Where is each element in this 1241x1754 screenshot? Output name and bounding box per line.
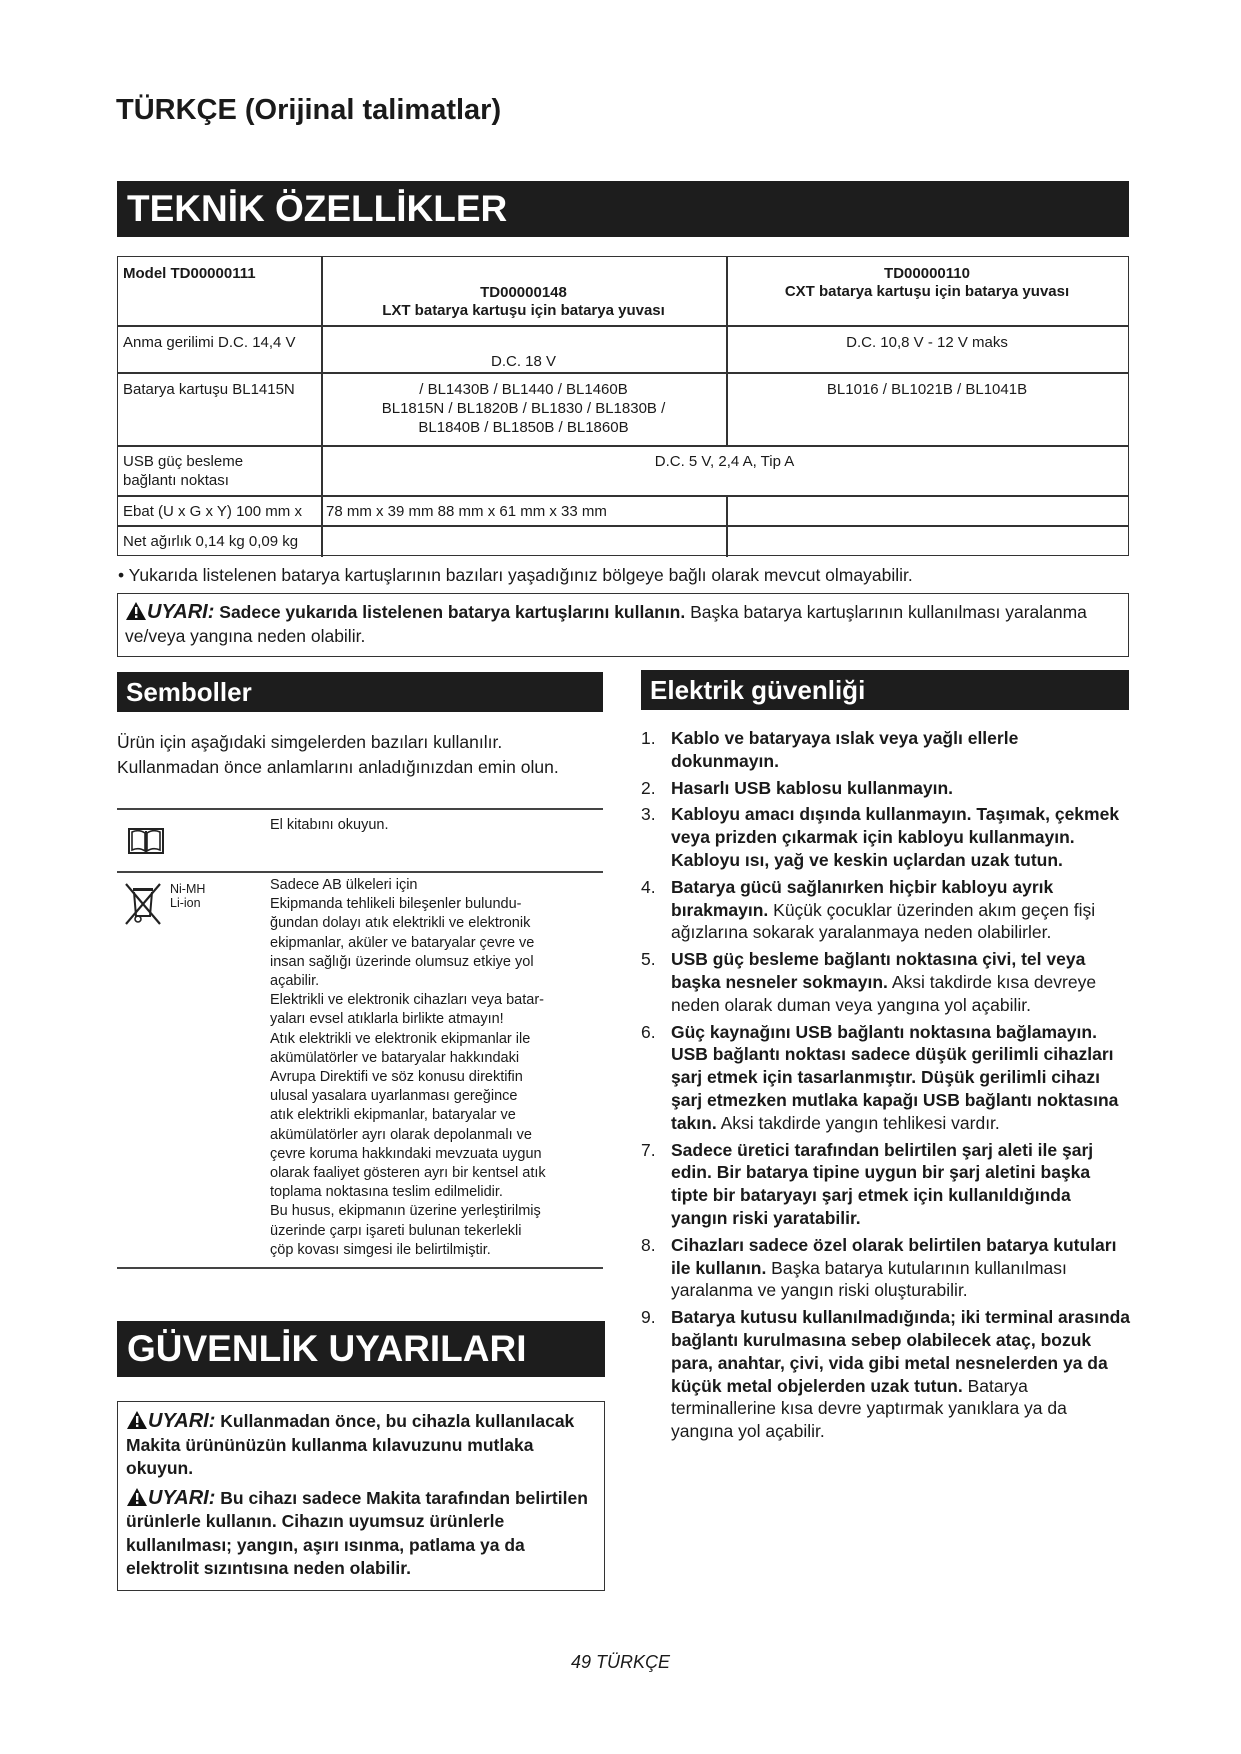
electric-title: Elektrik güvenliği [641,670,1129,710]
weee-line: olarak faaliyet gösteren ayrı bir kentsel atık [270,1165,546,1182]
weee-line: Atık elektrikli ve elektronik ekipmanlar ile [270,1030,531,1047]
weee-line: akümülatörler ayrı olarak depolanmalı ve [270,1126,532,1143]
battery-types [170,882,205,910]
warning-bold: Sadece yukarıda listelenen batarya kartuşlarını kullanın. [219,602,686,622]
usb-label-2: bağlantı noktası [123,472,229,489]
page-number: 49 TÜRKÇE [570,1652,671,1672]
warning-label: UYARI: [147,601,215,623]
weee-line: çevre koruma hakkındaki mevzuata uygun [270,1145,542,1162]
battery-label: Batarya kartuşu BL1415N [123,381,295,398]
item-bold-text: Sadece üretici tarafından belirtilen şarj aleti ile şarj edin. Bir batarya tipine uygun bir şarj aletini başka tipte bir bataryayı şarj etmek için kullanıldığında yangın riski yaratabilir. [671,1139,1094,1228]
rated-lxt: D.C. 18 V [490,353,557,370]
battery-lxt-3: BL1840B / BL1850B / BL1860B [418,419,629,436]
item-number: 1. [641,728,656,748]
safety-title: GÜVENLİK UYARILARI [117,1321,605,1377]
battery-warning-box [117,593,1129,657]
weee-line: Ekipmanda tehlikeli bileşenler bulundu- [270,896,522,913]
specs-title: TEKNİK ÖZELLİKLER [117,181,1129,237]
language-title: TÜRKÇE (Orijinal talimatlar) [116,94,502,126]
read-manual-icon [127,825,165,857]
item-number: 2. [641,777,656,798]
weee-line: çöp kovası simgesi ile belirtilmiştir. [270,1241,491,1258]
warning-rest: Başka batarya kartuşlarının kullanılması yaralanma ve/veya yangına neden olabilir. [125,602,1087,646]
item-text: Aksi takdirde yangın tehlikesi vardır. [716,1112,1000,1133]
symbols-title: Semboller [117,672,603,712]
weee-line: ğundan dolayı atık elektrikli ve elektronik [270,915,531,932]
item-text: Küçük çocuklar üzerinden akım geçen fişi ağızlarına sokarak yaralanmaya neden olabilirler. [671,899,1096,943]
item-number: 9. [641,1307,656,1328]
electric-list-item [641,948,1131,1016]
weight-label: Net ağırlık 0,14 kg 0,09 kg [123,533,299,550]
item-number: 3. [641,804,656,825]
weee-text [270,876,600,1260]
weee-line: Sadece AB ülkeleri için [270,877,418,893]
weee-line: Bu husus, ekipmanın üzerine yerleştirilmiş [270,1203,541,1220]
item-text: Aksi takdirde kısa devreye neden olarak duman veya yangına yol açabilir. [671,971,1097,1015]
warning-label: UYARI: [148,1410,216,1432]
weee-line: üzerinde çarpı işareti bulunan tekerlekli [270,1222,522,1239]
rated-cxt: D.C. 10,8 V - 12 V maks [846,334,1008,351]
cxt-model: TD00000110 [884,265,970,282]
item-number: 4. [641,876,656,897]
electric-list-item [641,1234,1131,1302]
electric-list-item [641,1139,1131,1230]
battery-cxt: BL1016 / BL1021B / BL1041B [826,381,1028,398]
dim-value: 78 mm x 39 mm 88 mm x 61 mm x 33 mm [326,503,607,520]
warning-triangle-icon [126,1410,148,1430]
item-bold-text: Cihazları sadece özel olarak belirtilen batarya kutuları ile kullanın. [671,1234,1117,1278]
weee-line: insan sağlığı üzerinde olumsuz etkiye yol [270,953,534,970]
weee-line: ekipmanlar, aküler ve bataryalar çevre ve [270,934,535,951]
weee-line: atık elektrikli ekipmanlar, bataryalar ve [270,1107,516,1124]
cxt-desc: CXT batarya kartuşu için batarya yuvası [784,283,1070,300]
battery-lxt-2: BL1815N / BL1820B / BL1830 / BL1830B / [381,400,666,417]
item-bold-text: Hasarlı USB kablosu kullanmayın. [671,777,954,798]
electric-list-item [641,1306,1131,1443]
usb-value: D.C. 5 V, 2,4 A, Tip A [654,453,795,470]
item-bold-text: Kablo ve bataryaya ıslak veya yağlı ellerle dokunmayın. [671,728,1019,771]
lxt-desc: LXT batarya kartuşu için batarya yuvası [382,302,665,319]
rated-label: Anma gerilimi D.C. 14,4 V [123,334,296,351]
weee-line: açabilir. [270,973,320,990]
liion-label: Li-ion [170,896,201,910]
availability-note: • Yukarıda listelenen batarya kartuşlarının bazıları yaşadığınız bölgeye bağlı olarak mevcut olmayabilir. [118,565,913,585]
weee-line: akümülatörler ve bataryalar hakkındaki [270,1049,520,1066]
model-label: Model TD00000111 [123,265,256,282]
item-text: Batarya terminallerine kısa devre yaptırmak yanıklara ya da yangına yol açabilir. [671,1375,1067,1442]
weee-line: yaları evsel atıklarla birlikte atmayın! [270,1011,504,1028]
usb-label-1: USB güç besleme [123,453,244,470]
battery-lxt-1: / BL1430B / BL1440 / BL1460B [419,381,628,398]
item-bold-text: Kabloyu amacı dışında kullanmayın. Taşımak, çekmek veya prizden çıkarmak için kabloyu kullanmayın. Kabloyu ısı, yağ ve keskin uçlardan uzak tutun. [671,804,1120,870]
item-number: 6. [641,1021,656,1042]
electric-list-item [641,803,1131,871]
weee-line: toplama noktasına teslim edilmelidir. [270,1184,503,1201]
item-number: 5. [641,949,656,970]
item-number: 8. [641,1234,656,1255]
crossed-bin-icon [123,882,163,926]
warning-label: UYARI: [148,1486,216,1509]
nimh-label: Ni-MH [170,882,206,896]
weee-line: Elektrikli ve elektronik cihazları veya batar- [270,992,544,1009]
item-bold-text: Batarya gücü sağlanırken hiçbir kabloyu ayrık bırakmayın. [671,876,1054,920]
item-bold-text: Güç kaynağını USB bağlantı noktasına bağlamayın. USB bağlantı noktası sadece düşük gerilimli cihazları şarj etmek için tasarlanmıştır. Düşük gerilimli cihazı şarj etmezken mutlaka kapağı USB bağlantı noktasına takın. [671,1021,1119,1133]
electric-list-item [641,727,1131,773]
warning-text: Kullanmadan önce, bu cihazla kullanılacak Makita ürününüzün kullanma kılavuzunu mutlaka okuyun. [126,1411,575,1478]
weee-line: Avrupa Direktifi ve söz konusu direktifin [270,1069,523,1086]
dim-label: Ebat (U x G x Y) 100 mm x [123,503,302,520]
symbols-intro: Ürün için aşağıdaki simgelerden bazıları kullanılır. Kullanmadan önce anlamlarını anladığınızdan emin olun. [117,732,559,777]
item-bold-text: Batarya kutusu kullanılmadığında; iki terminal arasında bağlantı kurulmasına sebep olabilecek ataç, bozuk para, anahtar, çivi, vida gibi metal nesnelerden ya da küçük metal objelerden uzak tutun. [671,1307,1131,1396]
read-manual-text: El kitabını okuyun. [270,817,389,833]
specs-table [117,256,1129,556]
electric-list-item [641,876,1131,944]
item-text: Başka batarya kutularının kullanılması yaralanma ve yangın riski oluşturabilir. [671,1257,1067,1301]
weee-line: ulusal yasalara uyarlanması gereğince [270,1088,518,1105]
electric-list-item [641,777,1131,800]
safety-warning-box [117,1401,605,1591]
warning-text: Bu cihazı sadece Makita tarafından belirtilen ürünlerle kullanın. Cihazın uyumsuz ürünlerle kullanılması; yangın, aşırı ısınma, patlama ya da elektrolit sızıntısına neden olabilir. [126,1487,588,1578]
warning-triangle-icon [126,1487,148,1507]
electric-safety-list [641,727,1131,1447]
lxt-model: TD00000148 [480,284,567,301]
warning-triangle-icon [125,601,147,621]
item-bold-text: USB güç besleme bağlantı noktasına çivi, tel veya başka nesneler sokmayın. [671,949,1086,992]
item-number: 7. [641,1139,656,1160]
electric-list-item [641,1021,1131,1135]
